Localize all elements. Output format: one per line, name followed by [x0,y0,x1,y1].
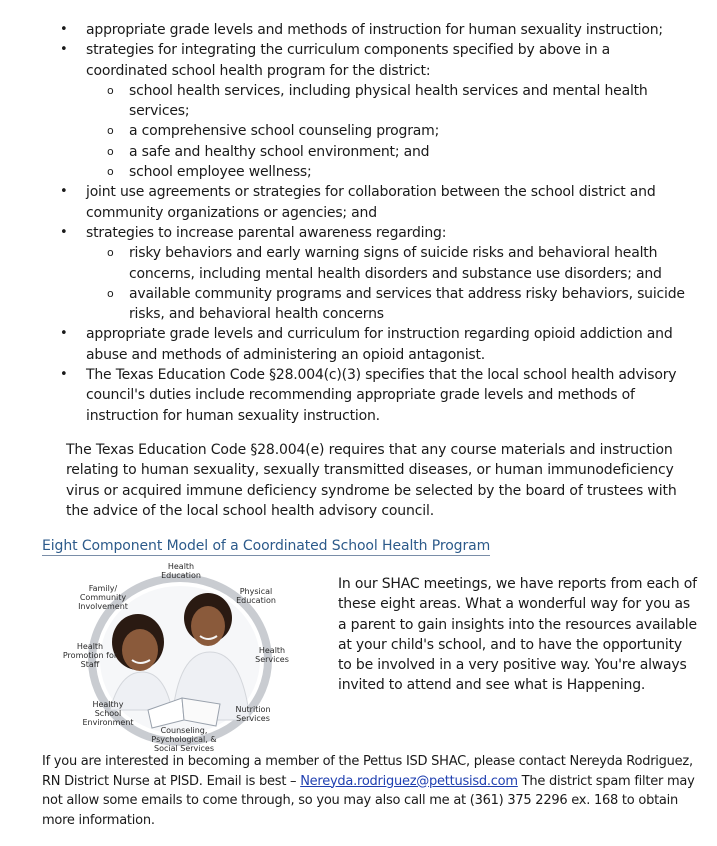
contact-text-after: The district spam filter may not allow some emails to come through, so you may also call me at (361) 375 2296 ex. 168 to obtain more information. [42,773,695,828]
list-item: • appropriate grade levels and curriculum for instruction regarding opioid addiction and abuse and methods of administering an opioid antagonist. [60,324,685,365]
list-item: • The Texas Education Code §28.004(c)(3) specifies that the local school health advisory council's duties include recommending appropriate grade levels and methods of instruction for human sexuality instruction. [60,365,685,426]
list-item [60,223,685,324]
contact-paragraph [42,752,707,830]
list-item-text: strategies to increase parental awareness regarding: [86,224,447,241]
council-duties-list [60,20,685,426]
label-health-education: Health Education [161,562,201,580]
sub-list-item: o school health services, including physical health services and mental health services; [86,81,685,122]
list-item [60,40,685,182]
sub-list-item: o risky behaviors and early warning signs of suicide risks and behavioral health concerns, including mental health disorders and substance use disorders; and [86,243,685,284]
shac-meetings-text: In our SHAC meetings, we have reports from each of these eight areas. What a wonderful way for you as a parent to gain insights into the resources available at your child's school, and to have the opportunity to be involved in a very positive way. You're always invited to attend and see what is Happening. [338,576,697,694]
tec-28004e-paragraph: The Texas Education Code §28.004(e) requires that any course materials and instruction relating to human sexuality, sexually transmitted diseases, or human immunodeficiency virus or acquired immune deficiency syndrome be selected by the board of trustees with the advice of the local school health advisory council. [66,442,677,519]
section-heading: Eight Component Model of a Coordinated School Health Program [42,538,491,554]
contact-text: If you are interested in becoming a member of the Pettus ISD SHAC, please contact Nereyda Rodriguez, RN District Nurse at PISD. Email is best – [42,754,693,789]
sub-list-item: o a safe and healthy school environment; and [86,142,685,162]
label-health-promotion-staff: Health Promotion for Staff [62,642,118,669]
label-physical-education: Physical Education [236,587,276,605]
label-nutrition-services: Nutrition Services [235,705,271,723]
list-item: • joint use agreements or strategies for collaboration between the school district and community organizations or agencies; and [60,182,685,223]
label-healthy-school-environment: Healthy School Environment [82,700,134,727]
sub-list-item: o school employee wellness; [86,162,685,182]
eight-component-diagram [60,560,300,755]
email-link[interactable]: Nereyda.rodriguez@pettusisd.com [300,773,518,789]
sub-list [86,81,685,182]
label-family-community: Family/ Community Involvement [78,584,128,611]
list-item: • appropriate grade levels and methods of instruction for human sexuality instruction; [60,20,685,40]
sub-list [86,243,685,324]
sub-list-item: o a comprehensive school counseling program; [86,121,685,141]
list-item-text: strategies for integrating the curriculum components specified by above in a coordinated school health program for the district: [86,42,610,79]
sub-list-item: o available community programs and services that address risky behaviors, suicide risks, and behavioral health concerns [86,284,685,325]
label-health-services: Health Services [255,646,289,664]
label-counseling-services: Counseling, Psychological, & Social Services [151,726,217,753]
